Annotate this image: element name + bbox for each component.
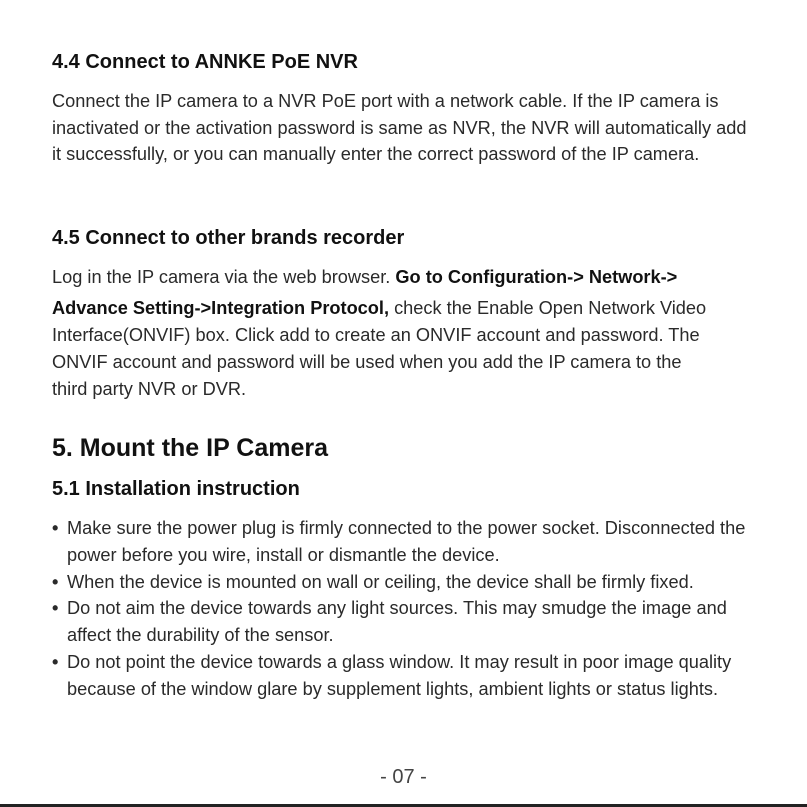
list-item [52, 569, 757, 596]
list-item [52, 595, 757, 649]
section-5-heading: 5. Mount the IP Camera [52, 434, 328, 462]
section-4-5-body [52, 267, 757, 406]
section-4-5-nav-path-2: Advance Setting->Integration Protocol, [52, 298, 390, 318]
list-item-text: Do not aim the device towards any light sources. This may smudge the image and affect the durability of the sensor. [67, 598, 727, 646]
section-4-5-intro: Log in the IP camera via the web browser. [52, 267, 391, 287]
section-4-4-heading: 4.4 Connect to ANNKE PoE NVR [52, 51, 358, 73]
section-4-5-rest: check the Enable Open Network Video [394, 298, 707, 318]
section-4-5-line-4: ONVIF account and password will be used when you add the IP camera to the [52, 352, 682, 372]
list-item-text: Do not point the device towards a glass window. It may result in poor image quality because of the window glare by supplement lights, ambient lights or status lights. [67, 651, 732, 699]
section-4-5-line-2 [52, 298, 757, 325]
section-5-1-heading: 5.1 Installation instruction [52, 478, 300, 500]
section-4-5-line-5: third party NVR or DVR. [52, 379, 247, 399]
installation-instruction-list [52, 515, 757, 703]
bullet-icon: • [52, 598, 59, 619]
section-4-5-line-1 [52, 267, 757, 298]
section-4-5-line-3: Interface(ONVIF) box. Click add to create an ONVIF account and password. The [52, 325, 700, 345]
bullet-icon: • [52, 571, 59, 592]
list-item-text: Make sure the power plug is firmly connected to the power socket. Disconnected the power before you wire, install or dismantle the device. [67, 518, 746, 565]
section-4-4-body: Connect the IP camera to a NVR PoE port with a network cable. If the IP camera is inactivated or the activation password is same as NVR, the NVR will automatically add it successfully, or you can manually enter the correct password of the IP camera. [52, 91, 747, 165]
bullet-icon: • [52, 518, 59, 538]
section-4-5-heading: 4.5 Connect to other brands recorder [52, 227, 405, 249]
section-4-5-nav-path-1: Go to Configuration-> Network-> [395, 267, 678, 287]
page-number: - 07 - [380, 766, 427, 788]
list-item [52, 515, 757, 569]
bullet-icon: • [52, 651, 59, 672]
list-item-text: When the device is mounted on wall or ceiling, the device shall be firmly fixed. [67, 571, 694, 592]
list-item [52, 649, 757, 703]
